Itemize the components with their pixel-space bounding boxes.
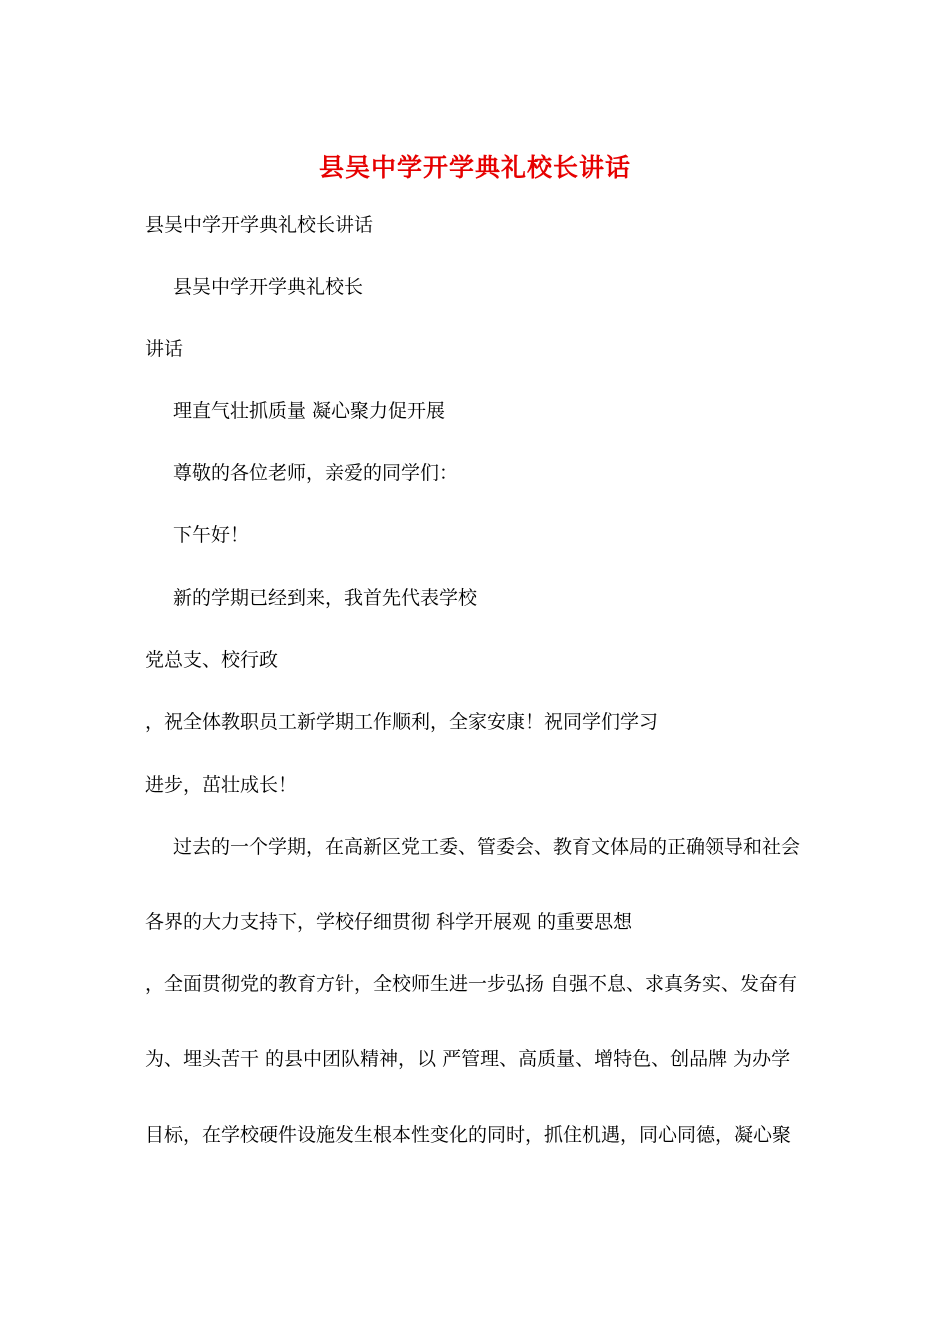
body-line-7: 新的学期已经到来，我首先代表学校 bbox=[173, 587, 478, 609]
body-line-12: 各界的大力支持下，学校仔细贯彻 科学开展观 的重要思想 bbox=[145, 911, 633, 933]
body-line-11: 过去的一个学期，在高新区党工委、管委会、教育文体局的正确领导和社会 bbox=[173, 836, 801, 858]
body-line-13: ，全面贯彻党的教育方针，全校师生进一步弘扬 自强不息、求真务实、发奋有 bbox=[145, 973, 798, 995]
body-line-10: 进步，茁壮成长！ bbox=[145, 774, 298, 796]
body-line-2: 县吴中学开学典礼校长 bbox=[173, 276, 364, 298]
body-line-1: 县吴中学开学典礼校长讲话 bbox=[145, 214, 374, 236]
body-line-3: 讲话 bbox=[145, 338, 184, 360]
body-line-4: 理直气壮抓质量 凝心聚力促开展 bbox=[173, 400, 446, 422]
body-line-15: 目标，在学校硬件设施发生根本性变化的同时，抓住机遇，同心同德，凝心聚 bbox=[145, 1124, 792, 1146]
document-title: 县吴中学开学典礼校长讲话 bbox=[318, 153, 631, 182]
body-line-6: 下午好！ bbox=[173, 524, 250, 546]
body-line-9: ，祝全体教职员工新学期工作顺利，全家安康！祝同学们学习 bbox=[145, 711, 659, 733]
body-line-8: 党总支、校行政 bbox=[145, 649, 279, 671]
body-line-5: 尊敬的各位老师，亲爱的同学们： bbox=[173, 462, 459, 484]
body-line-14: 为、埋头苦干 的县中团队精神，以 严管理、高质量、增特色、创品牌 为办学 bbox=[145, 1048, 791, 1070]
